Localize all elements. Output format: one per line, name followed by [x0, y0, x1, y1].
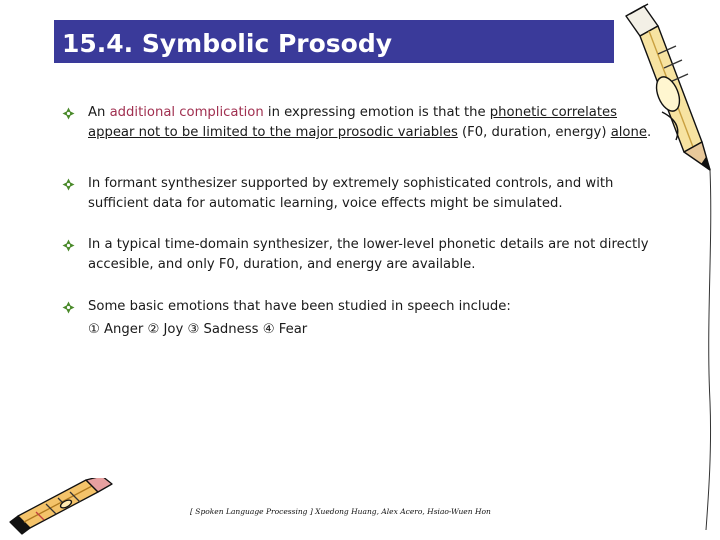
clover-bullet-icon [62, 301, 75, 314]
bullet-text-prefix: An [88, 105, 110, 120]
bullet-text-mid: in expressing emotion is that the [263, 105, 490, 120]
bullet-text-underlined-alone: alone [610, 125, 647, 140]
bullet-item [62, 174, 662, 214]
bullet-item [62, 297, 662, 340]
bullet-text: In formant synthesizer supported by extremely sophisticated controls, and with sufficient data for automatic learning, voice effects might be simulated. [88, 176, 614, 211]
bullet-text-mid2: (F0, duration, energy) [457, 125, 611, 140]
bullet-item [62, 103, 662, 143]
bullet-item [62, 235, 662, 275]
clover-bullet-icon [62, 107, 75, 120]
clover-bullet-icon [62, 239, 75, 252]
bullet-list [62, 103, 662, 340]
pencil-icon [618, 2, 718, 532]
bullet-text: Some basic emotions that have been studied in speech include: [88, 299, 511, 314]
bullet-text-suffix: . [646, 125, 652, 140]
slide-title: 15.4. Symbolic Prosody [54, 20, 614, 63]
bullet-text: In a typical time-domain synthesizer, the lower-level phonetic details are not directly accesible, and only F0, duration, and energy are available. [88, 237, 649, 272]
pencil-icon [6, 478, 126, 538]
emotion-list: ① Anger ② Joy ③ Sadness ④ Fear [88, 322, 308, 337]
clover-bullet-icon [62, 178, 75, 191]
bullet-text-accent: additional complication [109, 105, 264, 120]
footer-citation: [ Spoken Language Processing ] Xuedong Huang, Alex Acero, Hsiao-Wuen Hon [190, 507, 491, 516]
bullet-text-underlined: phonetic correlates appear not to be limited to the major prosodic variables [88, 105, 617, 140]
